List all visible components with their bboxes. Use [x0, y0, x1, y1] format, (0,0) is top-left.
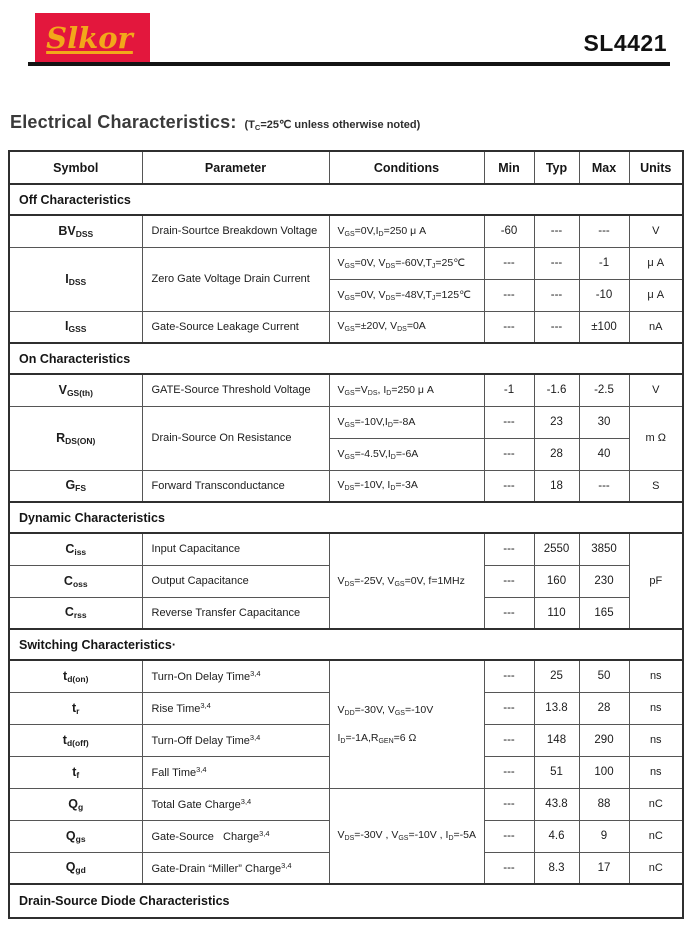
table-row: [9, 247, 683, 279]
parameter-cell: Turn-On Delay Time$^{3,4}$: [142, 660, 329, 692]
value-cell: ---: [484, 406, 534, 438]
column-header-symbol: Symbol: [9, 151, 142, 184]
value-cell: ---: [484, 533, 534, 565]
table-row: [9, 470, 683, 502]
value-cell: 43.8: [534, 788, 579, 820]
value-cell: ---: [534, 279, 579, 311]
parameter-cell: Total Gate Charge$^{3,4}$: [142, 788, 329, 820]
value-cell: ---: [579, 470, 629, 502]
section-title: Switching Characteristics·: [9, 629, 683, 660]
units-cell: nC: [629, 820, 683, 852]
symbol-cell: $C_{oss}$: [9, 565, 142, 597]
value-cell: ---: [484, 724, 534, 756]
value-cell: ---: [484, 279, 534, 311]
value-cell: ---: [484, 438, 534, 470]
value-cell: 88: [579, 788, 629, 820]
units-cell: μ A: [629, 247, 683, 279]
column-header-typ: Typ: [534, 151, 579, 184]
units-cell: pF: [629, 533, 683, 629]
value-cell: 13.8: [534, 692, 579, 724]
parameter-cell: Drain-Sourtce Breakdown Voltage: [142, 215, 329, 247]
column-header-min: Min: [484, 151, 534, 184]
table-row: [9, 311, 683, 343]
value-cell: 51: [534, 756, 579, 788]
table-row: [9, 660, 683, 692]
part-number-title: SL4421: [583, 30, 667, 56]
symbol-cell: $C_{iss}$: [9, 533, 142, 565]
table-row: [9, 374, 683, 406]
conditions-cell: $V_{DS}=-10V$, $I_D=-3A$: [329, 470, 484, 502]
value-cell: 4.6: [534, 820, 579, 852]
value-cell: ---: [484, 692, 534, 724]
units-cell: V: [629, 215, 683, 247]
value-cell: ---: [534, 247, 579, 279]
symbol-cell: $Q_{gd}$: [9, 852, 142, 884]
electrical-characteristics-heading: [10, 112, 420, 133]
units-cell: m Ω: [629, 406, 683, 470]
symbol-cell: $t_f$: [9, 756, 142, 788]
value-cell: 8.3: [534, 852, 579, 884]
parameter-cell: Fall Time$^{3,4}$: [142, 756, 329, 788]
units-cell: S: [629, 470, 683, 502]
slkor-logo: [35, 13, 150, 63]
value-cell: 30: [579, 406, 629, 438]
symbol-cell: $I_{GSS}$: [9, 311, 142, 343]
value-cell: ±100: [579, 311, 629, 343]
table-row: [9, 788, 683, 820]
parameter-cell: Zero Gate Voltage Drain Current: [142, 247, 329, 311]
column-header-parameter: Parameter: [142, 151, 329, 184]
value-cell: 25: [534, 660, 579, 692]
value-cell: -1: [579, 247, 629, 279]
section-header-row: [9, 343, 683, 374]
column-header-max: Max: [579, 151, 629, 184]
section-header-row: [9, 629, 683, 660]
column-header-units: Units: [629, 151, 683, 184]
section-title: Dynamic Characteristics: [9, 502, 683, 533]
parameter-cell: Turn-Off Delay Time$^{3,4}$: [142, 724, 329, 756]
value-cell: 50: [579, 660, 629, 692]
symbol-cell: $I_{DSS}$: [9, 247, 142, 311]
table-row: [9, 533, 683, 565]
symbol-cell: $t_{d(on)}$: [9, 660, 142, 692]
conditions-cell: $V_{GS}=0V$, $V_{DS}=-60V,T_J=25℃$: [329, 247, 484, 279]
parameter-cell: Drain-Source On Resistance: [142, 406, 329, 470]
units-cell: V: [629, 374, 683, 406]
parameter-cell: Rise Time$^{3,4}$: [142, 692, 329, 724]
value-cell: 40: [579, 438, 629, 470]
value-cell: 9: [579, 820, 629, 852]
parameter-cell: Gate-Source Leakage Current: [142, 311, 329, 343]
parameter-cell: Output Capacitance: [142, 565, 329, 597]
value-cell: 230: [579, 565, 629, 597]
section-header-row: [9, 184, 683, 215]
symbol-cell: $G_{FS}$: [9, 470, 142, 502]
value-cell: 28: [534, 438, 579, 470]
value-cell: ---: [484, 852, 534, 884]
symbol-cell: $BV_{DSS}$: [9, 215, 142, 247]
units-cell: ns: [629, 756, 683, 788]
value-cell: 23: [534, 406, 579, 438]
value-cell: -1.6: [534, 374, 579, 406]
value-cell: 100: [579, 756, 629, 788]
value-cell: ---: [484, 788, 534, 820]
section-header-row: [9, 884, 683, 918]
conditions-cell: $V_{GS}=V_{DS}$, $I_D=250$ μ A: [329, 374, 484, 406]
value-cell: 160: [534, 565, 579, 597]
column-header-conditions: Conditions: [329, 151, 484, 184]
units-cell: nC: [629, 788, 683, 820]
symbol-cell: $Q_{gs}$: [9, 820, 142, 852]
conditions-cell: $V_{DD}=-30V$, $V_{GS}=-10V$ $I_D=-1A,R_{GEN}=6$ Ω: [329, 660, 484, 788]
conditions-cell: $V_{DS}=-25V$, $V_{GS}=0V$, f=1MHz: [329, 533, 484, 629]
header-divider: [28, 62, 670, 66]
value-cell: ---: [484, 756, 534, 788]
value-cell: 148: [534, 724, 579, 756]
heading-note: ($T_C=25℃$ unless otherwise noted): [244, 119, 421, 132]
value-cell: -1: [484, 374, 534, 406]
units-cell: μ A: [629, 279, 683, 311]
conditions-cell: $V_{GS}=-10V,I_D=-8A$: [329, 406, 484, 438]
parameter-cell: Forward Transconductance: [142, 470, 329, 502]
conditions-cell: $V_{GS}=0V$, $V_{DS}=-48V,T_J=125℃$: [329, 279, 484, 311]
conditions-cell: $V_{GS}=0V,I_D=250$ μ A: [329, 215, 484, 247]
parameter-cell: Gate-Source Charge$^{3,4}$: [142, 820, 329, 852]
units-cell: ns: [629, 660, 683, 692]
symbol-cell: $R_{DS(ON)}$: [9, 406, 142, 470]
units-cell: nC: [629, 852, 683, 884]
value-cell: ---: [534, 311, 579, 343]
section-title: Drain-Source Diode Characteristics: [9, 884, 683, 918]
symbol-cell: $Q_g$: [9, 788, 142, 820]
value-cell: 110: [534, 597, 579, 629]
value-cell: 2550: [534, 533, 579, 565]
units-cell: ns: [629, 724, 683, 756]
value-cell: 165: [579, 597, 629, 629]
value-cell: ---: [484, 597, 534, 629]
section-header-row: [9, 502, 683, 533]
value-cell: ---: [534, 215, 579, 247]
units-cell: ns: [629, 692, 683, 724]
value-cell: 290: [579, 724, 629, 756]
parameter-cell: Gate-Drain “Miller” Charge$^{3,4}$: [142, 852, 329, 884]
parameter-cell: Input Capacitance: [142, 533, 329, 565]
heading-title: Electrical Characteristics:: [10, 112, 237, 132]
value-cell: ---: [484, 311, 534, 343]
conditions-cell: $V_{GS}=-4.5V,I_D=-6A$: [329, 438, 484, 470]
section-title: On Characteristics: [9, 343, 683, 374]
symbol-cell: $t_r$: [9, 692, 142, 724]
table-row: [9, 406, 683, 438]
value-cell: ---: [484, 470, 534, 502]
section-title: Off Characteristics: [9, 184, 683, 215]
conditions-cell: $V_{DS}=-30V$ , $V_{GS}=-10V$ , $I_D=-5A$: [329, 788, 484, 884]
table-header: [9, 151, 683, 184]
value-cell: ---: [484, 247, 534, 279]
conditions-cell: $V_{GS}=\pm 20V$, $V_{DS}=0A$: [329, 311, 484, 343]
value-cell: 28: [579, 692, 629, 724]
value-cell: ---: [484, 565, 534, 597]
value-cell: ---: [484, 660, 534, 692]
symbol-cell: $C_{rss}$: [9, 597, 142, 629]
value-cell: -10: [579, 279, 629, 311]
value-cell: ---: [579, 215, 629, 247]
value-cell: 18: [534, 470, 579, 502]
units-cell: nA: [629, 311, 683, 343]
slkor-logo-text: Slkor: [46, 21, 133, 55]
parameter-cell: GATE-Source Threshold Voltage: [142, 374, 329, 406]
parameter-cell: Reverse Transfer Capacitance: [142, 597, 329, 629]
table-row: [9, 215, 683, 247]
symbol-cell: $t_{d(off)}$: [9, 724, 142, 756]
symbol-cell: $V_{GS(th)}$: [9, 374, 142, 406]
value-cell: ---: [484, 820, 534, 852]
value-cell: -60: [484, 215, 534, 247]
value-cell: 17: [579, 852, 629, 884]
value-cell: -2.5: [579, 374, 629, 406]
characteristics-table: [8, 150, 684, 919]
value-cell: 3850: [579, 533, 629, 565]
